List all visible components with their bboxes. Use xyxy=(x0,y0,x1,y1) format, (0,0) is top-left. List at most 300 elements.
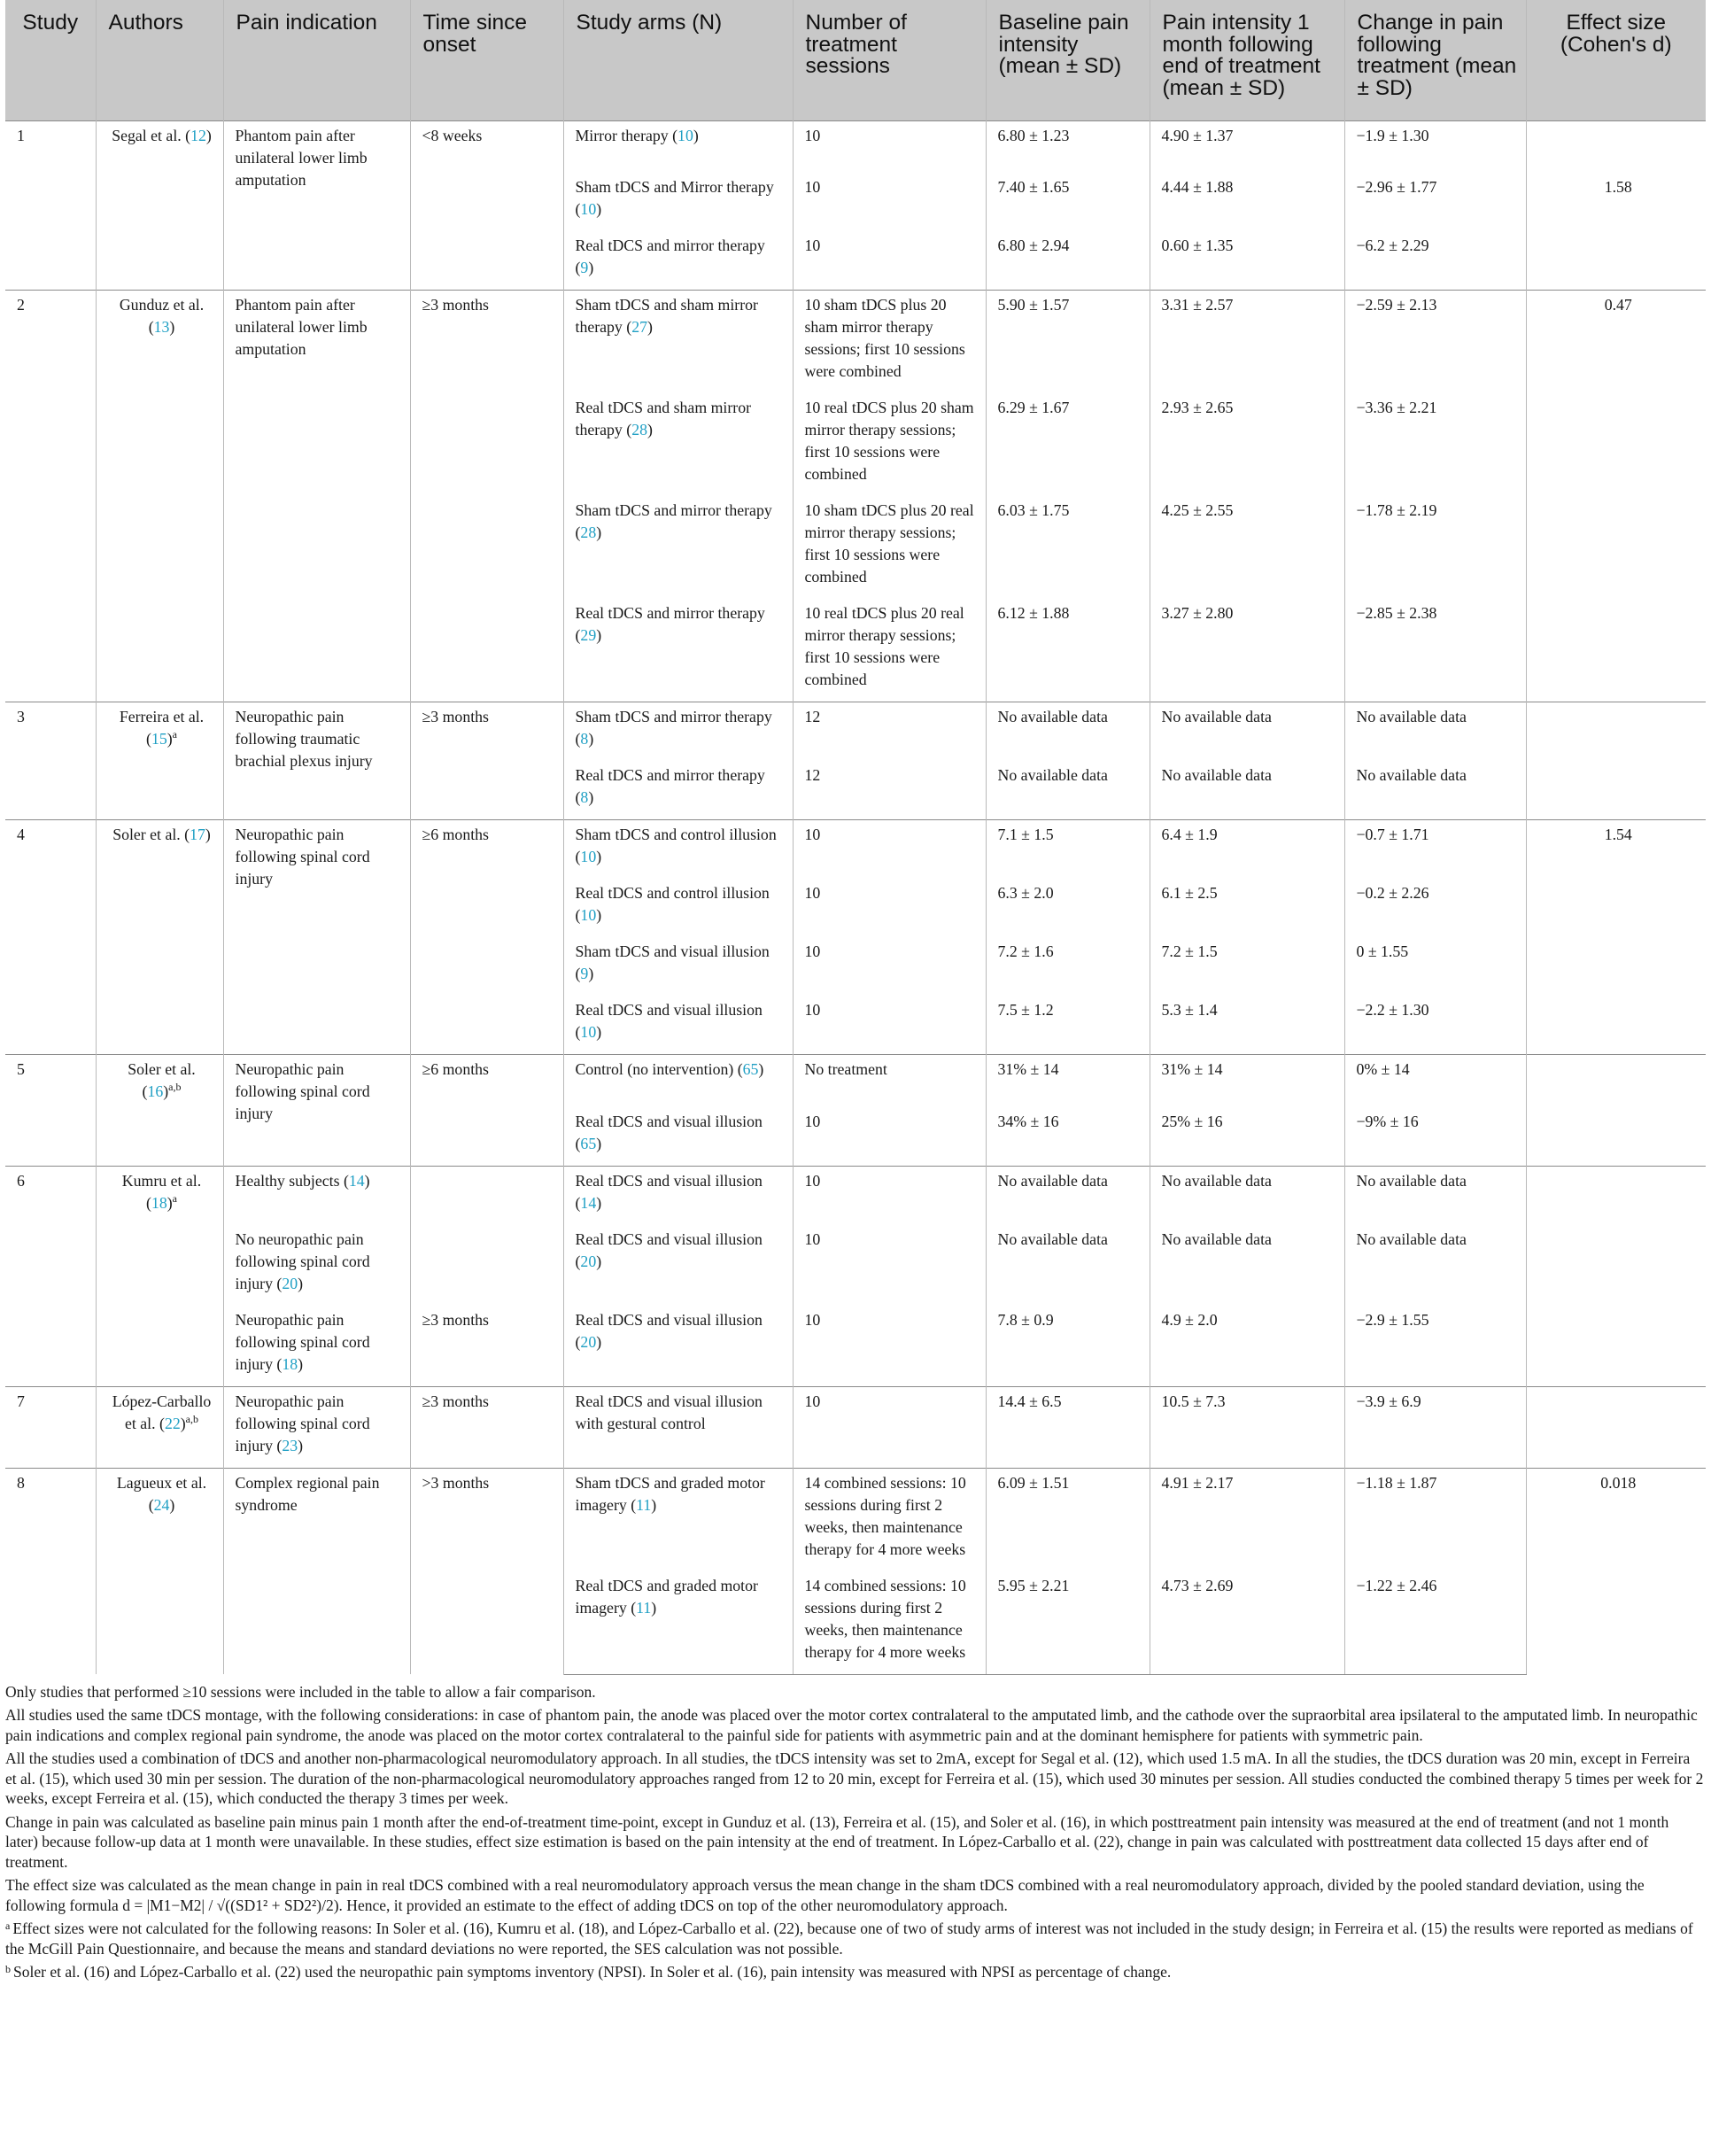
table-cell xyxy=(1150,996,1344,1055)
reference-link[interactable]: 18 xyxy=(282,1354,298,1373)
reference-link[interactable]: 9 xyxy=(580,259,589,276)
cell-text: ≥6 months xyxy=(422,1060,489,1078)
table-cell xyxy=(986,291,1150,394)
cell-text-suffix: ) xyxy=(646,318,653,336)
table-cell xyxy=(563,1306,793,1387)
cell-text-suffix: ) xyxy=(169,1495,175,1514)
table-cell xyxy=(1344,120,1526,173)
cell-text: 7.1 ± 1.5 xyxy=(997,826,1054,843)
reference-link[interactable]: 9 xyxy=(580,965,589,982)
cell-text-suffix: ) xyxy=(651,1495,657,1514)
column-header: Pain indication xyxy=(223,0,410,120)
cell-text: ≥6 months xyxy=(422,826,489,843)
table-cell xyxy=(793,599,986,702)
footnote-marker: a,b xyxy=(168,1081,182,1093)
cell-text: ≥3 months xyxy=(422,1310,489,1329)
cell-text-suffix: ) xyxy=(596,848,602,865)
table-cell xyxy=(96,120,223,291)
cell-text: Neuropathic pain following traumatic brachial plexus injury xyxy=(235,708,373,770)
cell-text: 3.31 ± 2.57 xyxy=(1161,296,1234,314)
reference-link[interactable]: 12 xyxy=(190,126,206,144)
cell-text: 10 xyxy=(804,826,821,843)
cell-text: −6.2 ± 2.29 xyxy=(1356,237,1429,254)
table-cell xyxy=(986,231,1150,291)
cell-text: 6.4 ± 1.9 xyxy=(1161,826,1218,843)
cell-text-suffix: ) xyxy=(298,1354,304,1373)
table-cell xyxy=(563,820,793,880)
table-cell xyxy=(563,1468,793,1571)
reference-link[interactable]: 14 xyxy=(348,1171,365,1190)
cell-text: Real tDCS and sham mirror therapy ( xyxy=(575,399,752,438)
table-cell xyxy=(1150,120,1344,173)
table-cell xyxy=(563,1386,793,1468)
cell-text: 10 xyxy=(804,1392,821,1410)
column-header: Authors xyxy=(96,0,223,120)
cell-text: No available data xyxy=(1161,1171,1272,1190)
table-cell xyxy=(793,820,986,880)
table-cell xyxy=(986,1306,1150,1387)
reference-link[interactable]: 10 xyxy=(677,126,693,144)
footnote xyxy=(5,1962,1704,1982)
cell-text: 2.93 ± 2.65 xyxy=(1161,399,1234,416)
table-cell xyxy=(1344,879,1526,937)
cell-text: 4.91 ± 2.17 xyxy=(1161,1473,1234,1492)
cell-text: Real tDCS and visual illusion ( xyxy=(575,1171,763,1212)
column-header: Number of treatment sessions xyxy=(793,0,986,120)
footnote-marker: a,b xyxy=(185,1412,198,1425)
cell-text: 10 xyxy=(804,1310,821,1329)
cell-text-suffix: ) xyxy=(205,826,211,843)
cell-text: 0.60 ± 1.35 xyxy=(1161,237,1234,254)
cell-text: Soler et al. ( xyxy=(128,1060,196,1100)
column-header: Baseline pain intensity (mean ± SD) xyxy=(986,0,1150,120)
footnote-mark: b xyxy=(5,1963,11,1975)
cell-text: 0 ± 1.55 xyxy=(1356,942,1409,960)
reference-link[interactable]: 14 xyxy=(580,1193,597,1212)
table-cell xyxy=(1150,393,1344,496)
reference-link[interactable]: 8 xyxy=(580,730,589,748)
table-cell xyxy=(5,120,96,291)
table-cell xyxy=(410,1055,563,1167)
cell-text: 14 combined sessions: 10 sessions during first 2 weeks, then maintenance therapy for 4 more weeks xyxy=(804,1576,966,1661)
table-cell xyxy=(986,820,1150,880)
cell-text-suffix: ) xyxy=(651,1598,657,1617)
cell-text-suffix: ) xyxy=(758,1060,764,1078)
table-cell xyxy=(986,761,1150,820)
table-cell xyxy=(1150,1055,1344,1107)
footnote-marker: a xyxy=(172,728,177,741)
table-cell xyxy=(1150,599,1344,702)
cell-text: Ferreira et al. ( xyxy=(119,708,205,748)
table-cell xyxy=(1344,1571,1526,1675)
table-cell xyxy=(563,120,793,173)
footnote xyxy=(5,1682,1704,1702)
cell-text: ≥3 months xyxy=(422,296,489,314)
reference-link[interactable]: 28 xyxy=(631,421,647,438)
table-cell xyxy=(1344,393,1526,496)
cell-text: −1.22 ± 2.46 xyxy=(1356,1576,1437,1594)
reference-link[interactable]: 65 xyxy=(580,1134,597,1152)
cell-text-suffix: ) xyxy=(596,523,602,541)
table-cell xyxy=(5,1468,96,1674)
cell-text: Sham tDCS and mirror therapy ( xyxy=(575,501,772,541)
cell-text-suffix: ) xyxy=(180,1414,186,1432)
table-cell xyxy=(1526,1055,1706,1167)
cell-text-suffix: ) xyxy=(588,965,594,982)
reference-link[interactable]: 20 xyxy=(580,1332,597,1351)
table-cell xyxy=(1344,937,1526,996)
table-cell xyxy=(793,393,986,496)
footnote-text: Soler et al. (16) and López-Carballo et al. (22) used the neuropathic pain symptoms inventory (NPSI). In Soler et al. (16), pain intensity was measured with NPSI as percentage of change. xyxy=(13,1963,1172,1981)
cell-text: 1 xyxy=(17,126,25,144)
cell-text-suffix: ) xyxy=(646,421,653,438)
cell-text-suffix: ) xyxy=(588,788,594,806)
reference-link[interactable]: 23 xyxy=(282,1436,298,1454)
table-body xyxy=(5,120,1706,1674)
cell-text: 6.80 ± 1.23 xyxy=(997,126,1070,144)
cell-text: 6.09 ± 1.51 xyxy=(997,1473,1070,1492)
cell-text: Segal et al. ( xyxy=(112,126,191,144)
table-cell xyxy=(793,702,986,762)
table-cell xyxy=(1344,173,1526,231)
cell-text: −1.18 ± 1.87 xyxy=(1356,1473,1437,1492)
reference-link[interactable]: 15 xyxy=(151,730,167,748)
cell-text-suffix: ) xyxy=(596,1023,602,1041)
reference-link[interactable]: 20 xyxy=(580,1252,597,1270)
cell-text: Phantom pain after unilateral lower limb amputation xyxy=(235,296,368,358)
table-cell xyxy=(793,496,986,599)
cell-text: 10 xyxy=(804,1112,821,1130)
table-cell xyxy=(986,996,1150,1055)
cell-text: 7.40 ± 1.65 xyxy=(997,178,1070,196)
cell-text: No available data xyxy=(1356,1171,1467,1190)
cell-text: Real tDCS and visual illusion ( xyxy=(575,1229,763,1270)
cell-text: 10 xyxy=(804,884,821,902)
cell-text: 10 xyxy=(804,942,821,960)
cell-text: Gunduz et al. ( xyxy=(119,296,205,336)
table-cell xyxy=(1150,231,1344,291)
cell-text-suffix: ) xyxy=(596,1193,602,1212)
cell-text: 7 xyxy=(17,1392,25,1410)
table-cell xyxy=(986,1055,1150,1107)
reference-link[interactable]: 27 xyxy=(631,318,647,336)
table-cell xyxy=(563,1055,793,1107)
document-page xyxy=(5,0,1706,1986)
cell-text: 6.1 ± 2.5 xyxy=(1161,884,1218,902)
cell-text: No available data xyxy=(997,1229,1108,1248)
cell-text: No available data xyxy=(1356,708,1467,725)
table-cell xyxy=(1150,820,1344,880)
table-cell xyxy=(563,173,793,231)
table-cell xyxy=(1344,761,1526,820)
table-cell xyxy=(986,393,1150,496)
table-cell xyxy=(986,1386,1150,1468)
table-cell xyxy=(223,1306,410,1387)
table-cell xyxy=(1526,820,1706,1055)
table-cell xyxy=(1150,702,1344,762)
table-cell xyxy=(410,1306,563,1387)
cell-text: No available data xyxy=(1161,766,1272,784)
table-cell xyxy=(5,1166,96,1386)
table-cell xyxy=(1150,879,1344,937)
column-header: Change in pain following treatment (mean ± SD) xyxy=(1344,0,1526,120)
column-header: Pain intensity 1 month following end of treatment (mean ± SD) xyxy=(1150,0,1344,120)
table-cell xyxy=(223,291,410,702)
table-cell xyxy=(793,120,986,173)
cell-text: −1.78 ± 2.19 xyxy=(1356,501,1437,519)
cell-text: 10 xyxy=(804,178,821,196)
footnote xyxy=(5,1875,1704,1915)
cell-text: Real tDCS and mirror therapy ( xyxy=(575,237,765,276)
table-cell xyxy=(563,879,793,937)
cell-text: −1.9 ± 1.30 xyxy=(1356,126,1429,144)
cell-text: 6.29 ± 1.67 xyxy=(997,399,1070,416)
footnote xyxy=(5,1812,1704,1873)
table-cell xyxy=(410,1225,563,1306)
footnote-mark: a xyxy=(5,1919,11,1932)
cell-text-suffix: ) xyxy=(205,126,212,144)
table-cell xyxy=(96,820,223,1055)
table-cell xyxy=(1150,1225,1344,1306)
table-cell xyxy=(410,1166,563,1225)
table-cell xyxy=(223,702,410,820)
cell-text: Complex regional pain syndrome xyxy=(235,1473,380,1514)
table-cell xyxy=(563,1166,793,1225)
table-cell xyxy=(986,702,1150,762)
cell-text: 0.47 xyxy=(1604,296,1632,314)
cell-text: Real tDCS and graded motor imagery ( xyxy=(575,1576,758,1617)
table-cell xyxy=(563,496,793,599)
cell-text: Real tDCS and visual illusion ( xyxy=(575,1112,763,1152)
cell-text: −9% ± 16 xyxy=(1356,1112,1419,1130)
cell-text: Neuropathic pain following spinal cord injury ( xyxy=(235,1392,370,1454)
cell-text: −2.59 ± 2.13 xyxy=(1356,296,1437,314)
table-cell xyxy=(1344,1166,1526,1225)
table-cell xyxy=(563,937,793,996)
reference-link[interactable]: 24 xyxy=(153,1495,170,1514)
table-cell xyxy=(5,291,96,702)
reference-link[interactable]: 10 xyxy=(580,200,597,218)
cell-text: 10 xyxy=(804,237,821,254)
table-cell xyxy=(1344,702,1526,762)
table-cell xyxy=(223,1468,410,1674)
table-cell xyxy=(1344,996,1526,1055)
cell-text: Sham tDCS and control illusion ( xyxy=(575,826,777,865)
footnote-text: All studies used the same tDCS montage, with the following considerations: in case of phantom pain, the anode was placed over the motor cortex contralateral to the amputated limb, and the cathode over the supraorbital area ipsilateral to the amputated limb. In neuropathic pain indications and complex regional pain syndrome, the anode was placed on the motor cortex contralateral to the painful side for patients with asymmetric pain and at the dominant hemisphere for patients with symmetric pain. xyxy=(5,1706,1698,1744)
reference-link[interactable]: 8 xyxy=(580,788,589,806)
table-cell xyxy=(1150,937,1344,996)
cell-text: No neuropathic pain following spinal cord injury ( xyxy=(235,1229,370,1292)
cell-text: No available data xyxy=(1161,708,1272,725)
cell-text: 0.018 xyxy=(1600,1473,1637,1492)
table-cell xyxy=(1150,1306,1344,1387)
table-cell xyxy=(1150,1107,1344,1167)
cell-text: No available data xyxy=(997,766,1108,784)
cell-text: 12 xyxy=(804,708,821,725)
reference-link[interactable]: 11 xyxy=(636,1598,652,1617)
table-cell xyxy=(1526,173,1706,291)
cell-text: 10 xyxy=(804,126,821,144)
reference-link[interactable]: 22 xyxy=(164,1414,181,1432)
cell-text: No available data xyxy=(1356,766,1467,784)
cell-text: 6 xyxy=(17,1171,25,1190)
table-cell xyxy=(1344,291,1526,394)
cell-text: Healthy subjects ( xyxy=(235,1171,349,1190)
reference-link[interactable]: 28 xyxy=(580,523,597,541)
table-cell xyxy=(1344,1306,1526,1387)
table-cell xyxy=(410,1386,563,1468)
cell-text: 4.25 ± 2.55 xyxy=(1161,501,1234,519)
cell-text: Sham tDCS and mirror therapy ( xyxy=(575,708,772,748)
table-row xyxy=(5,1386,1706,1468)
reference-link[interactable]: 29 xyxy=(580,626,597,644)
table-cell xyxy=(223,120,410,291)
cell-text-suffix: ) xyxy=(169,318,175,336)
reference-link[interactable]: 13 xyxy=(153,318,170,336)
cell-text: Sham tDCS and graded motor imagery ( xyxy=(575,1473,765,1514)
table-row xyxy=(5,1055,1706,1107)
cell-text: 10 xyxy=(804,1001,821,1019)
table-cell xyxy=(563,1571,793,1675)
cell-text-suffix: ) xyxy=(364,1171,370,1190)
reference-link[interactable]: 10 xyxy=(580,1023,597,1041)
cell-text: −0.7 ± 1.71 xyxy=(1356,826,1429,843)
table-cell xyxy=(1344,1107,1526,1167)
cell-text: 3.27 ± 2.80 xyxy=(1161,604,1234,622)
table-cell xyxy=(223,1166,410,1225)
cell-text-suffix: ) xyxy=(596,906,602,924)
study-table xyxy=(5,0,1706,1675)
cell-text-suffix: ) xyxy=(298,1436,304,1454)
column-header: Time since onset xyxy=(410,0,563,120)
cell-text: −3.36 ± 2.21 xyxy=(1356,399,1437,416)
cell-text: Soler et al. ( xyxy=(112,826,190,843)
cell-text: 5.95 ± 2.21 xyxy=(997,1576,1070,1594)
cell-text: 12 xyxy=(804,766,821,784)
cell-text: −2.9 ± 1.55 xyxy=(1356,1310,1429,1329)
cell-text: 1.58 xyxy=(1604,178,1632,196)
reference-link[interactable]: 11 xyxy=(636,1495,652,1514)
cell-text: −2.96 ± 1.77 xyxy=(1356,178,1437,196)
cell-text: Real tDCS and mirror therapy ( xyxy=(575,604,765,644)
table-cell xyxy=(5,702,96,820)
cell-text: −2.85 ± 2.38 xyxy=(1356,604,1437,622)
cell-text: 4.9 ± 2.0 xyxy=(1161,1310,1218,1329)
table-cell xyxy=(1150,761,1344,820)
cell-text: Real tDCS and visual illusion ( xyxy=(575,1310,763,1351)
cell-text: 10 sham tDCS plus 20 real mirror therapy sessions; first 10 sessions were combined xyxy=(804,501,974,586)
cell-text: 10 real tDCS plus 20 real mirror therapy sessions; first 10 sessions were combined xyxy=(804,604,964,688)
reference-link[interactable]: 16 xyxy=(147,1082,164,1100)
cell-text: −0.2 ± 2.26 xyxy=(1356,884,1429,902)
table-cell xyxy=(986,937,1150,996)
reference-link[interactable]: 20 xyxy=(282,1274,298,1292)
table-cell xyxy=(793,1107,986,1167)
reference-link[interactable]: 18 xyxy=(151,1193,167,1212)
cell-text: Control (no intervention) ( xyxy=(575,1060,743,1078)
cell-text: Sham tDCS and Mirror therapy ( xyxy=(575,178,774,218)
table-cell xyxy=(96,291,223,702)
cell-text: 5.3 ± 1.4 xyxy=(1161,1001,1218,1019)
table-cell xyxy=(223,820,410,1055)
table-row xyxy=(5,1225,1706,1306)
table-cell xyxy=(223,1386,410,1468)
table-cell xyxy=(96,1386,223,1468)
cell-text: Lagueux et al. ( xyxy=(116,1473,207,1514)
table-row xyxy=(5,1166,1706,1225)
table-cell xyxy=(1344,820,1526,880)
table-cell xyxy=(5,820,96,1055)
table-cell xyxy=(986,496,1150,599)
cell-text: 8 xyxy=(17,1473,25,1492)
cell-text-suffix: ) xyxy=(596,1332,602,1351)
cell-text: Real tDCS and visual illusion with gestural control xyxy=(575,1392,763,1432)
cell-text: Sham tDCS and visual illusion ( xyxy=(575,942,770,982)
table-cell xyxy=(793,173,986,231)
cell-text: 10 xyxy=(804,1229,821,1248)
cell-text-suffix: ) xyxy=(693,126,699,144)
cell-text-suffix: ) xyxy=(596,200,602,218)
cell-text: 6.3 ± 2.0 xyxy=(997,884,1054,902)
reference-link[interactable]: 65 xyxy=(742,1060,759,1078)
table-footnotes xyxy=(5,1682,1706,1982)
table-cell xyxy=(563,1225,793,1306)
cell-text: No available data xyxy=(1161,1229,1272,1248)
reference-link[interactable]: 17 xyxy=(190,826,205,843)
reference-link[interactable]: 10 xyxy=(580,906,597,924)
cell-text: 7.2 ± 1.5 xyxy=(1161,942,1218,960)
table-cell xyxy=(793,1386,986,1468)
cell-text: −2.2 ± 1.30 xyxy=(1356,1001,1429,1019)
table-cell xyxy=(1526,1166,1706,1386)
cell-text: 31% ± 14 xyxy=(997,1060,1059,1078)
table-cell xyxy=(563,761,793,820)
cell-text-suffix: ) xyxy=(588,730,594,748)
cell-text: Phantom pain after unilateral lower limb amputation xyxy=(235,126,368,189)
cell-text: 25% ± 16 xyxy=(1161,1112,1223,1130)
table-cell xyxy=(410,1468,563,1674)
table-cell xyxy=(1150,1468,1344,1571)
table-row xyxy=(5,120,1706,173)
cell-text: 31% ± 14 xyxy=(1161,1060,1223,1078)
column-header: Effect size (Cohen's d) xyxy=(1526,0,1706,120)
cell-text-suffix: ) xyxy=(596,626,602,644)
cell-text: >3 months xyxy=(422,1473,490,1492)
footnote-text: Only studies that performed ≥10 sessions were included in the table to allow a fair comparison. xyxy=(5,1682,596,1701)
cell-text: 7.2 ± 1.6 xyxy=(997,942,1054,960)
table-cell xyxy=(410,702,563,820)
cell-text: Neuropathic pain following spinal cord injury xyxy=(235,1060,370,1122)
cell-text: 4.73 ± 2.69 xyxy=(1161,1576,1234,1594)
column-header: Study xyxy=(5,0,96,120)
cell-text: 4.44 ± 1.88 xyxy=(1161,178,1234,196)
table-cell xyxy=(563,231,793,291)
table-cell xyxy=(1150,173,1344,231)
table-cell xyxy=(96,702,223,820)
table-cell xyxy=(793,291,986,394)
table-cell xyxy=(1526,1386,1706,1468)
table-row xyxy=(5,820,1706,880)
cell-text: 2 xyxy=(17,296,25,314)
cell-text: ≥3 months xyxy=(422,708,489,725)
cell-text: López-Carballo et al. ( xyxy=(112,1392,212,1432)
reference-link[interactable]: 10 xyxy=(580,848,597,865)
cell-text: ≥3 months xyxy=(422,1392,489,1410)
table-cell xyxy=(563,291,793,394)
cell-text-suffix: ) xyxy=(166,730,173,748)
table-cell xyxy=(1150,1166,1344,1225)
table-cell xyxy=(793,1468,986,1571)
